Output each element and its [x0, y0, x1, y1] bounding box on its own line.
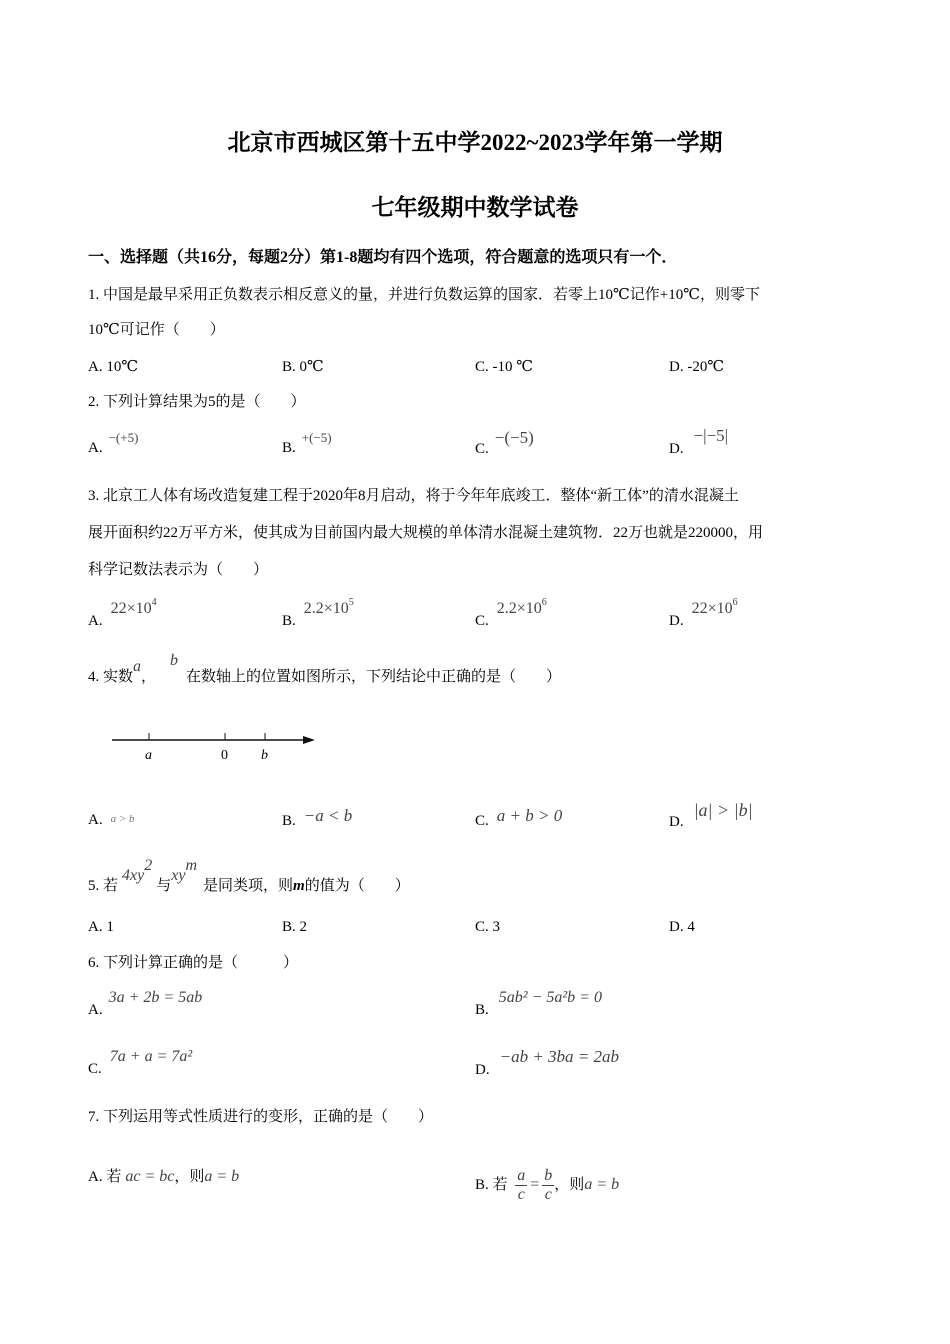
q7-stem: 7. 下列运用等式性质进行的变形，正确的是（ ） — [88, 1109, 434, 1125]
q1-option-a: A. 10℃ — [88, 359, 139, 375]
q7-option-a: A. 若 ac = bc，则a = b — [88, 1168, 240, 1185]
q2-option-d: D.−|−5| — [669, 426, 729, 457]
q4-option-a: A. a > b — [88, 812, 135, 828]
q3-option-d: $D.22\times 10^6$ — [669, 597, 738, 629]
q6-stem: 6. 下列计算正确的是（ ） — [88, 955, 299, 971]
label-0: 0 — [221, 748, 228, 763]
q3-line2: 展开面积约22万平方米，使其成为目前国内最大规模的单体清水混凝土建筑物．22万也就是220000，用 — [88, 525, 764, 541]
q1-line1: 1. 中国是最早采用正负数表示相反意义的量，并进行负数运算的国家．若零上10℃记作+10℃，则零下 — [88, 287, 761, 303]
q2-stem: 2. 下列计算结果为5的是（ ） — [88, 394, 306, 410]
q5-stem: 5. 若$4xy^2$与$xy^m$是同类项，则m的值为（ ） — [88, 857, 410, 894]
q6-option-d: D.−ab + 3ba = 2ab — [475, 1047, 620, 1078]
q3-option-c: $C.2.2\times 10^6$ — [475, 597, 547, 629]
q1-line2: 10℃可记作（ ） — [88, 322, 225, 338]
q5-option-c: C. 3 — [475, 919, 501, 935]
q3-line3: 科学记数法表示为（ ） — [88, 562, 269, 578]
number-line-arrow — [303, 736, 315, 744]
q3-line1: 3. 北京工人体有场改造复建工程于2020年8月启动，将于今年年底竣工．整体“新工体”的清水混凝土 — [88, 488, 739, 504]
q5-option-b: B. 2 — [282, 919, 308, 935]
q1-option-b: B. 0℃ — [282, 359, 324, 375]
q5-option-a: A. 1 — [88, 919, 114, 935]
q6-option-b: B.5ab² − 5a²b = 0 — [475, 989, 602, 1018]
label-b: b — [261, 748, 268, 763]
q2-option-a: A.−(+5) — [88, 430, 139, 456]
fraction-b-over-c: $\frac{b}{c}$ — [544, 1167, 553, 1203]
title-line-1: 北京市西城区第十五中学2022~2023学年第一学期 — [227, 130, 723, 155]
q4-stem: 4. 实数a，b在数轴上的位置如图所示，下列结论中正确的是（ ） — [88, 652, 562, 685]
title-line-2: 七年级期中数学试卷 — [371, 195, 579, 220]
q4-option-c: C. a + b > 0 — [475, 806, 563, 829]
q3-option-a: $A.22\times 10^4$ — [88, 597, 157, 629]
q4-option-b: B. −a < b — [282, 806, 353, 829]
q2-option-c: C.−(−5) — [475, 428, 534, 457]
q5-option-d: D. 4 — [669, 919, 695, 935]
section-heading: 一、选择题（共16分，每题2分）第1-8题均有四个选项，符合题意的选项只有一个． — [88, 249, 678, 266]
q1-option-c: C. -10 ℃ — [475, 359, 534, 375]
q6-option-a: A.3a + 2b = 5ab — [88, 989, 203, 1018]
q4-option-d: D.|a| > |b| — [669, 800, 753, 830]
fraction-a-over-c: $\frac{a}{c}$ — [517, 1167, 526, 1203]
q6-option-c: C.7a + a = 7a² — [88, 1048, 193, 1077]
q3-option-b: $B.2.2\times 10^5$ — [282, 597, 354, 629]
q1-option-d: D. -20℃ — [669, 359, 725, 375]
number-line-figure — [105, 728, 320, 768]
label-a: a — [145, 748, 152, 763]
q7-option-b: B. 若 $\frac{a}{c}$ = $\frac{b}{c}$ ，则a = b — [475, 1167, 620, 1203]
q2-option-b: B.+(−5) — [282, 430, 332, 456]
